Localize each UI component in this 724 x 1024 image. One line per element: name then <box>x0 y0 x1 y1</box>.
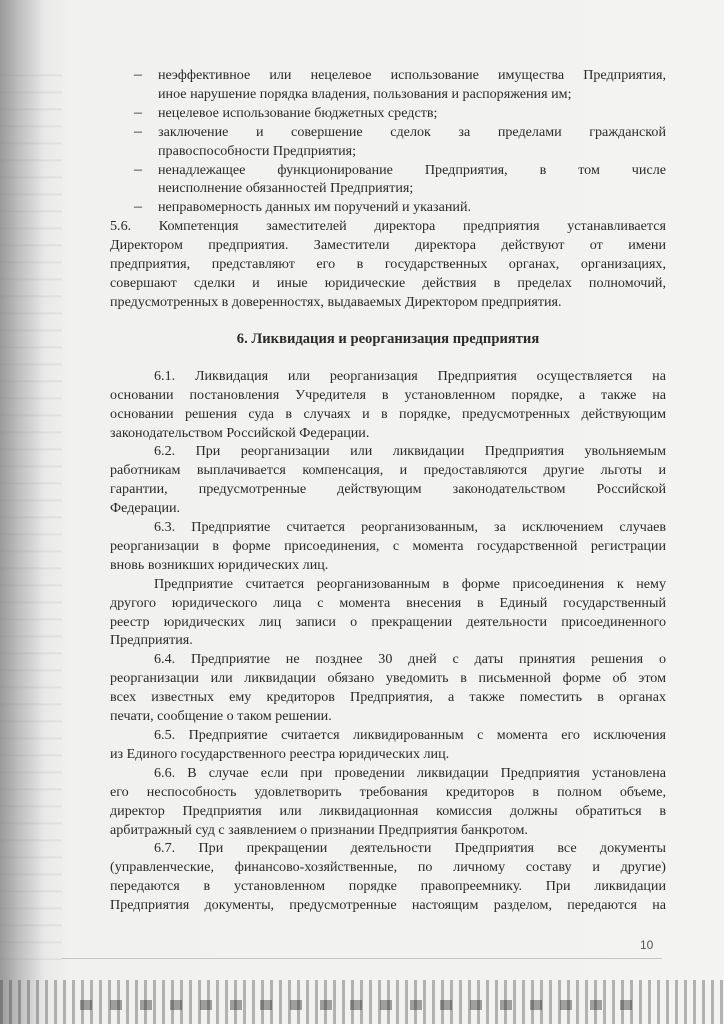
paragraph-6-5 <box>110 726 666 764</box>
list-dash: – <box>134 122 142 140</box>
text-line: нецелевое использование бюджетных средств; <box>158 104 438 121</box>
list-item <box>110 123 666 161</box>
text-line: Предприятия документы, предусмотренные настоящим разделом, передаются на <box>110 897 666 914</box>
text-line: Предприятия. <box>110 632 193 649</box>
paragraph-6-2 <box>110 442 666 518</box>
list-dash: – <box>134 198 142 216</box>
text-line: 6.3. Предприятие считается реорганизованным, за исключением случаев <box>154 519 666 536</box>
text-line: реорганизации в форме присоединения, с момента государственной регистрации <box>110 537 666 554</box>
text-line: основании решения суда в случаях и в порядке, предусмотренных действующим <box>110 405 666 422</box>
section-title: 6. Ликвидация и реорганизация предприятия <box>236 330 540 347</box>
text-line: совершают сделки и иные юридические действия в пределах полномочий, <box>110 274 666 291</box>
text-line: 6.5. Предприятие считается ликвидированным с момента его исключения <box>154 727 666 743</box>
text-line: гарантии, предусмотренные действующим законодательством Российской <box>110 481 666 498</box>
text-line: Предприятие считается реорганизованным в форме присоединения к нему <box>154 575 666 592</box>
page-number: 10 <box>640 938 654 952</box>
paragraph-6-3 <box>110 518 666 575</box>
text-line: неправомерность данных им поручений и указаний. <box>158 199 472 216</box>
text-line: предусмотренных в доверенностях, выдаваемых Директором предприятия. <box>110 293 562 310</box>
text-line: неэффективное или нецелевое использование имущества Предприятия, <box>158 67 666 83</box>
document-page <box>110 66 666 956</box>
text-line: (управленческие, финансово-хозяйственные, по личному составу и другие) <box>110 859 666 876</box>
paragraph-6-1 <box>110 367 666 443</box>
paragraph-6-3-continued <box>110 575 666 651</box>
list-dash: – <box>134 66 142 83</box>
text-line: другого юридического лица с момента внесения в Единый государственный <box>110 594 666 611</box>
text-line: 6.4. Предприятие не позднее 30 дней с даты принятия решения о <box>154 651 666 668</box>
text-line: вновь возникших юридических лиц. <box>110 556 329 573</box>
scan-artifact-line <box>62 958 662 959</box>
text-line: реорганизации или ликвидации обязано уведомить в письменной форме об этом <box>110 670 666 687</box>
text-line: печати, сообщение о таком решении. <box>110 708 332 725</box>
text-line: неисполнение обязанностей Предприятия; <box>158 180 414 197</box>
text-line: работникам выплачивается компенсация, и предоставляются другие льготы и <box>110 462 666 479</box>
text-line: 5.6. Компетенция заместителей директора предприятия устанавливается <box>110 218 666 235</box>
text-line: всех известных ему кредиторов Предприятия, а также поместить в органах <box>110 689 666 706</box>
text-line: 6.2. При реорганизации или ликвидации Предприятия увольняемым <box>154 443 666 460</box>
text-line: реестр юридических лиц записи о прекращении деятельности присоединенного <box>110 613 666 630</box>
text-line: законодательством Российской Федерации. <box>110 424 370 441</box>
list-item <box>110 104 666 123</box>
paragraph-5-6 <box>110 217 666 312</box>
list-item <box>110 198 666 217</box>
text-line: 6.1. Ликвидация или реорганизация Предприятия осуществляется на <box>154 367 666 384</box>
text-line: его неспособность удовлетворить требования кредиторов в полном объеме, <box>110 783 666 800</box>
text-line: основании постановления Учредителя в установленном порядке, а также на <box>110 386 666 403</box>
text-line: Директором предприятия. Заместители директора действуют от имени <box>110 237 666 254</box>
text-line: иное нарушение порядка владения, пользования и распоряжения им; <box>158 85 572 102</box>
text-line: заключение и совершение сделок за пределами гражданской <box>158 123 666 140</box>
text-line: из Единого государственного реестра юридических лиц. <box>110 745 450 762</box>
paragraph-6-7 <box>110 839 666 915</box>
text-line: Федерации. <box>110 500 181 517</box>
paragraph-6-6 <box>110 764 666 840</box>
list-dash: – <box>134 103 142 121</box>
text-line: директор Предприятия или ликвидационная комиссия должны обратиться в <box>110 802 666 819</box>
facing-page-bleed <box>0 60 62 960</box>
text-line: предприятия, представляют его в государственных органах, организациях, <box>110 256 666 273</box>
text-line: правоспособности Предприятия; <box>158 142 357 159</box>
list-item <box>110 66 666 104</box>
scan-noise <box>80 1000 640 1010</box>
text-line: передаются в установленном порядке правопреемнику. При ликвидации <box>110 878 666 895</box>
text-line: 6.6. В случае если при проведении ликвидации Предприятия установлена <box>154 764 666 781</box>
list-item <box>110 161 666 199</box>
paragraph-6-4 <box>110 650 666 726</box>
text-line: 6.7. При прекращении деятельности Предприятия все документы <box>154 840 666 857</box>
text-line: арбитражный суд с заявлением о признании Предприятия банкротом. <box>110 821 528 838</box>
list-dash: – <box>134 160 142 178</box>
text-line: ненадлежащее функционирование Предприятия, в том числе <box>158 161 666 178</box>
